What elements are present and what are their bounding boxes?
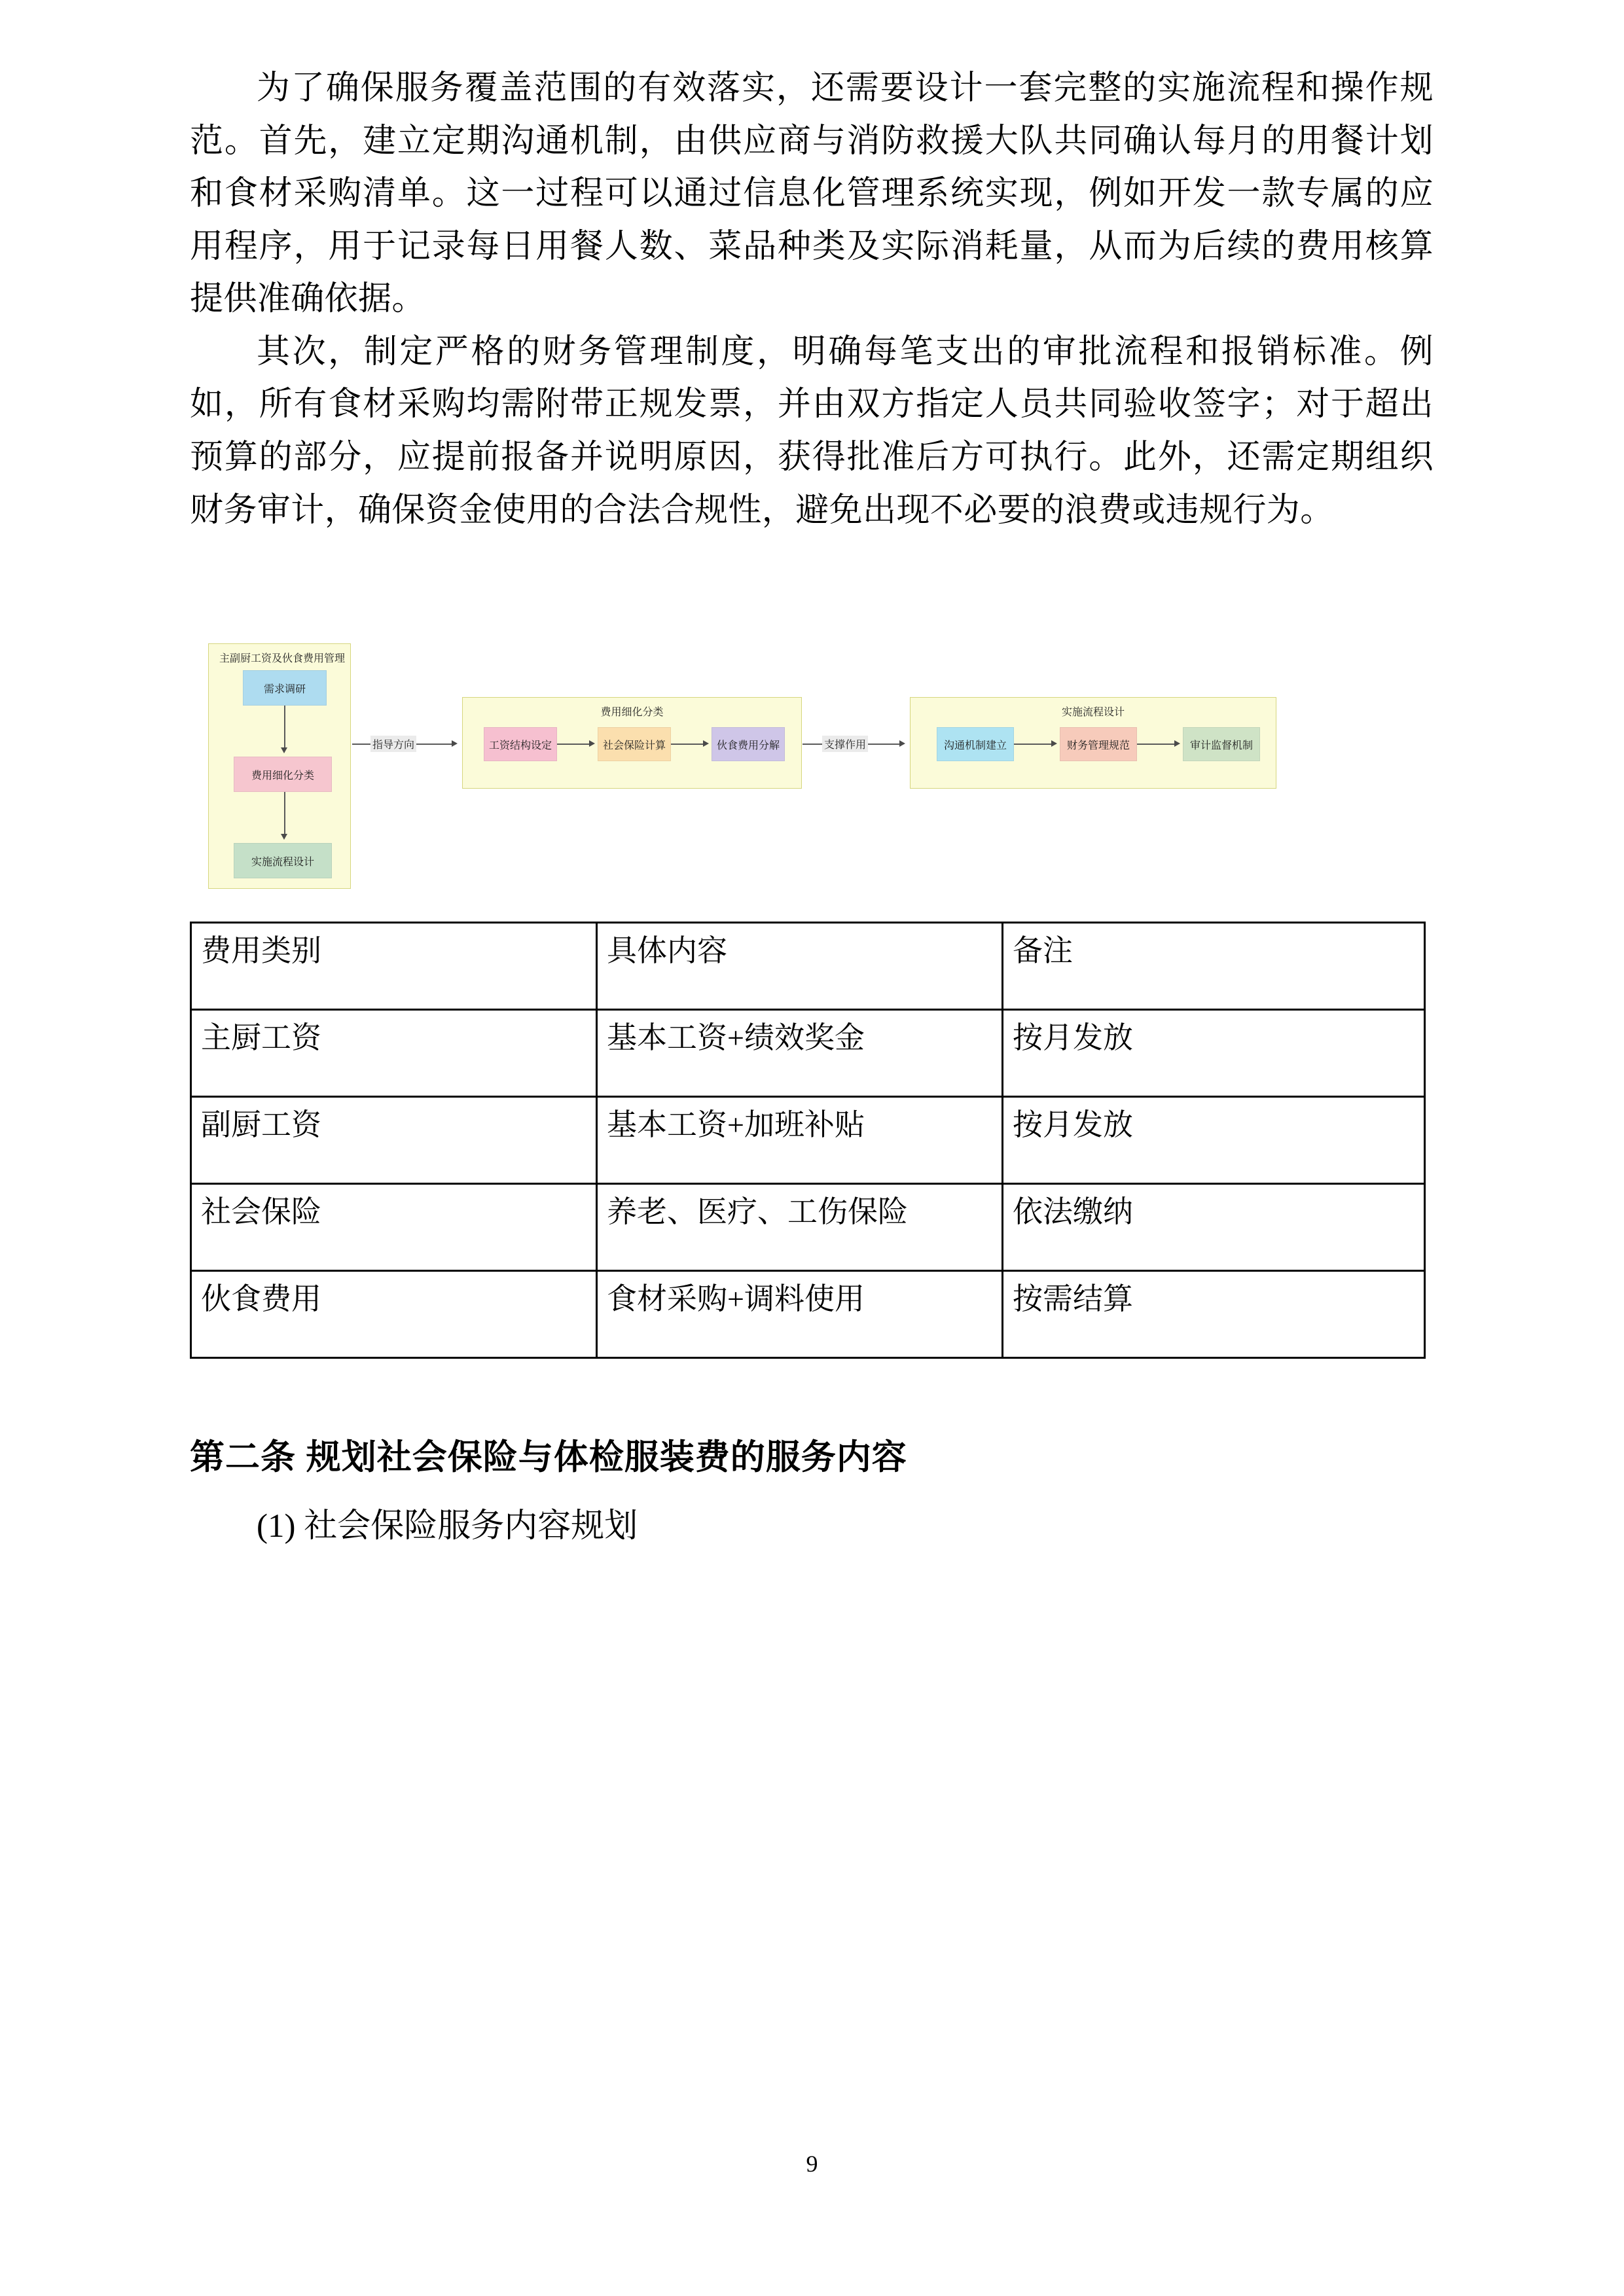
table-cell-remark: 按月发放	[1003, 1010, 1425, 1097]
diagram-node-social-insurance-calc: 社会保险计算	[598, 727, 671, 761]
cost-category-table	[190, 922, 1426, 1359]
page-content	[190, 62, 1434, 1552]
diagram-cluster-process-title: 实施流程设计	[1061, 707, 1125, 719]
diagram-cluster-main-title: 主副厨工资及伙食费用管理	[219, 653, 346, 665]
diagram-arrowhead-guidance	[452, 740, 458, 747]
diagram-arrowhead-main-2	[281, 834, 287, 840]
table-row	[191, 1097, 1425, 1184]
diagram-cluster-process	[910, 697, 1276, 789]
table-header-row	[191, 923, 1425, 1010]
sub-item-social-insurance-planning: (1) 社会保险服务内容规划	[257, 1508, 638, 1545]
diagram-edge-label-guidance: 指导方向	[370, 736, 416, 752]
diagram-cluster-main	[208, 643, 351, 889]
diagram-arrowhead-main-1	[281, 747, 287, 753]
table-row	[191, 1271, 1425, 1358]
paragraph-implementation-process: 为了确保服务覆盖范围的有效落实，还需要设计一套完整的实施流程和操作规范。首先，建立定期沟通机制，由供应商与消防救援大队共同确认每月的用餐计划和食材采购清单。这一过程可以通过信息化管理系统实现，例如开发一款专属的应用程序，用于记录每日用餐人数、菜品种类及实际消耗量，从而为后续的费用核算提供准确依据。	[190, 70, 1434, 318]
diagram-node-audit-supervision: 审计监督机制	[1183, 727, 1260, 761]
diagram-edge-label-support: 支撑作用	[822, 736, 868, 752]
diagram-arrow-cost-2	[671, 744, 705, 745]
diagram-cluster-cost-title: 费用细化分类	[600, 707, 664, 719]
table-row	[191, 1010, 1425, 1097]
diagram-arrow-cost-1	[557, 744, 591, 745]
table-cell-remark: 按需结算	[1003, 1271, 1425, 1358]
diagram-node-salary-structure: 工资结构设定	[484, 727, 557, 761]
table-header-cell-remark: 备注	[1003, 923, 1425, 1010]
page-number: 9	[806, 2151, 818, 2177]
table-header-cell-content: 具体内容	[597, 923, 1003, 1010]
table-cell-category: 社会保险	[191, 1184, 597, 1271]
diagram-node-communication-mechanism: 沟通机制建立	[937, 727, 1014, 761]
table-cell-remark: 按月发放	[1003, 1097, 1425, 1184]
paragraph-financial-management: 其次，制定严格的财务管理制度，明确每笔支出的审批流程和报销标准。例如，所有食材采购均需附带正规发票，并由双方指定人员共同验收签字；对于超出预算的部分，应提前报备并说明原因，获得批准后方可执行。此外，还需定期组织财务审计，确保资金使用的合法合规性，避免出现不必要的浪费或违规行为。	[190, 333, 1434, 529]
diagram-node-cost-classification: 费用细化分类	[234, 757, 332, 792]
table-cell-content: 养老、医疗、工伤保险	[597, 1184, 1003, 1271]
flow-diagram-container	[190, 614, 1434, 895]
diagram-node-demand-research: 需求调研	[243, 670, 327, 706]
diagram-arrowhead-cost-1	[589, 740, 595, 747]
table-cell-content: 基本工资+绩效奖金	[597, 1010, 1003, 1097]
diagram-arrowhead-cost-2	[703, 740, 709, 747]
diagram-node-process-design: 实施流程设计	[234, 843, 332, 878]
diagram-arrow-main-1	[284, 706, 285, 750]
table-header-cell-category: 费用类别	[191, 923, 597, 1010]
flow-diagram	[195, 614, 1431, 889]
diagram-arrow-process-1	[1014, 744, 1053, 745]
diagram-node-financial-standards: 财务管理规范	[1060, 727, 1137, 761]
table-cell-remark: 依法缴纳	[1003, 1184, 1425, 1271]
diagram-arrow-main-2	[284, 792, 285, 836]
table-cell-content: 食材采购+调料使用	[597, 1271, 1003, 1358]
table-cell-category: 伙食费用	[191, 1271, 597, 1358]
section-heading-article-two: 第二条 规划社会保险与体检服装费的服务内容	[190, 1438, 907, 1477]
diagram-arrowhead-process-2	[1174, 740, 1180, 747]
diagram-arrow-process-2	[1137, 744, 1176, 745]
diagram-node-meal-cost-breakdown: 伙食费用分解	[712, 727, 785, 761]
table-row	[191, 1184, 1425, 1271]
diagram-cluster-cost	[462, 697, 802, 789]
table-cell-content: 基本工资+加班补贴	[597, 1097, 1003, 1184]
diagram-arrowhead-process-1	[1051, 740, 1057, 747]
table-cell-category: 副厨工资	[191, 1097, 597, 1184]
diagram-arrowhead-support	[899, 740, 905, 747]
table-cell-category: 主厨工资	[191, 1010, 597, 1097]
